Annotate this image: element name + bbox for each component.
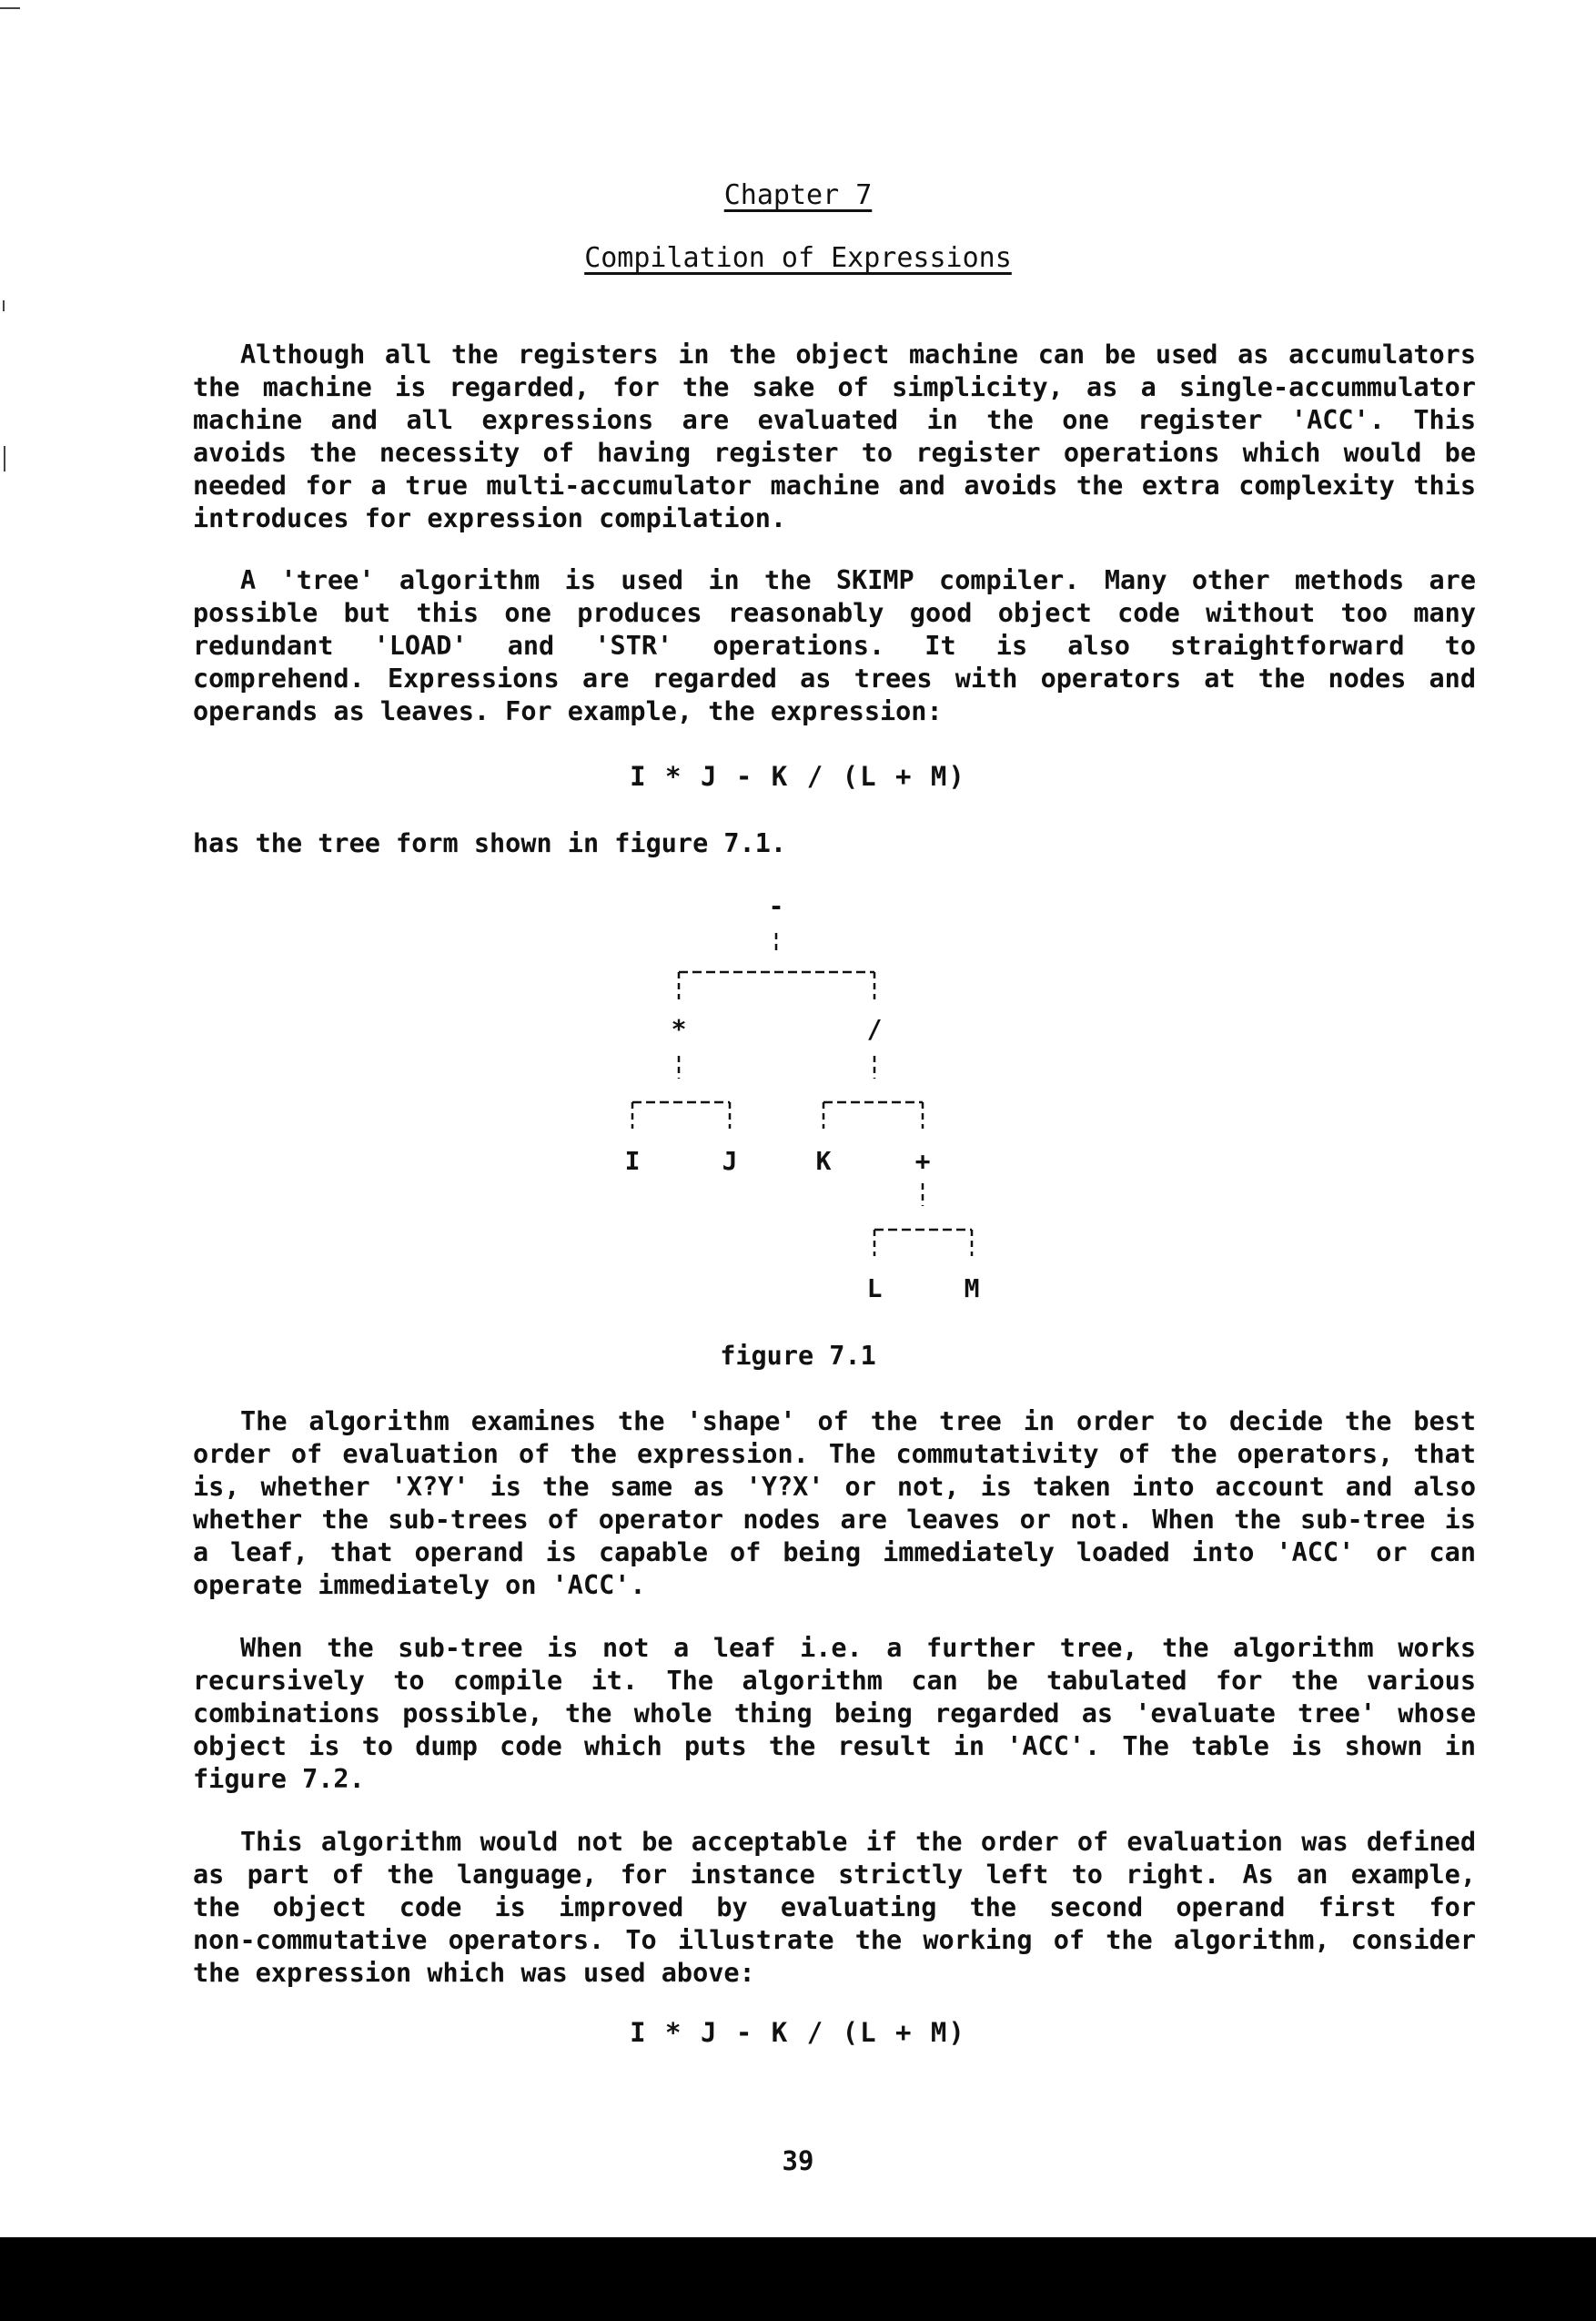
text-line: When the sub-tree is not a leaf i.e. a further tree, the algorithm works: [240, 1633, 1476, 1663]
tree-leaf: I: [624, 1146, 641, 1176]
text-line: recursively to compile it. The algorithm can be tabulated for the various: [193, 1666, 1476, 1696]
text-line: a leaf, that operand is capable of being immediately loaded into 'ACC' or can: [193, 1537, 1476, 1567]
text-line: non-commutative operators. To illustrate the working of the algorithm, consider: [193, 1925, 1476, 1955]
tree-leaf: M: [964, 1273, 980, 1303]
tree-leaf: J: [722, 1146, 738, 1176]
text-line: operands as leaves. For example, the expression:: [193, 696, 943, 726]
text-line: comprehend. Expressions are regarded as trees with operators at the nodes and: [193, 664, 1476, 694]
text-line: needed for a true multi-accumulator machine and avoids the extra complexity this: [193, 471, 1476, 501]
scan-bottom-bar: [0, 2237, 1596, 2321]
text-line: the object code is improved by evaluating the second operand first for: [193, 1892, 1476, 1922]
chapter-title: Compilation of Expressions: [584, 242, 1012, 274]
text-line: the expression which was used above:: [193, 1958, 755, 1988]
text-line: machine and all expressions are evaluated in the one register 'ACC'. This: [193, 405, 1476, 435]
tree-lines: [632, 933, 972, 1256]
tree-intro: has the tree form shown in figure 7.1.: [193, 828, 787, 858]
scan-mark: [0, 7, 20, 9]
tree-leaf: L: [866, 1273, 883, 1303]
tree-left-op-node: *: [671, 1014, 687, 1044]
text-line: order of evaluation of the expression. The commutativity of the operators, that: [193, 1439, 1476, 1469]
paragraph-2: [193, 564, 1476, 728]
page-number: 39: [782, 2145, 814, 2176]
text-line: combinations possible, the whole thing being regarded as 'evaluate tree' whose: [193, 1698, 1476, 1728]
text-line: avoids the necessity of having register to register operations which would be: [193, 438, 1476, 468]
text-line: A 'tree' algorithm is used in the SKIMP compiler. Many other methods are: [240, 565, 1476, 595]
paragraph-5: [193, 1826, 1476, 1990]
chapter-heading: Chapter 7: [723, 179, 873, 211]
text-line: is, whether 'X?Y' is the same as 'Y?X' or not, is taken into account and also: [193, 1472, 1476, 1502]
tree-inner-op-node: +: [914, 1146, 931, 1176]
tree-leaf: K: [815, 1146, 832, 1176]
expression-tree-figure: [601, 887, 1001, 1315]
text-line: as part of the language, for instance strictly left to right. As an example,: [193, 1860, 1476, 1890]
text-line: possible but this one produces reasonably good object code without too many: [193, 598, 1476, 628]
text-line: whether the sub-trees of operator nodes are leaves or not. When the sub-tree is: [193, 1505, 1476, 1535]
text-line: figure 7.2.: [193, 1764, 365, 1794]
expression-2: I * J - K / (L + M): [630, 2017, 966, 2048]
text-line: The algorithm examines the 'shape' of the tree in order to decide the best: [240, 1406, 1476, 1436]
figure-caption: figure 7.1: [720, 1341, 876, 1371]
text-line: the machine is regarded, for the sake of simplicity, as a single-accummulator: [193, 372, 1476, 402]
text-line: operate immediately on 'ACC'.: [193, 1570, 646, 1600]
scan-mark: [4, 446, 5, 471]
text-line: introduces for expression compilation.: [193, 503, 787, 533]
expression-1: I * J - K / (L + M): [630, 761, 966, 792]
text-line: object is to dump code which puts the result in 'ACC'. The table is shown in: [193, 1731, 1476, 1761]
scan-mark: [3, 300, 5, 311]
text-line: Although all the registers in the object machine can be used as accumulators: [240, 340, 1476, 370]
paragraph-3: [193, 1405, 1476, 1602]
text-line: redundant 'LOAD' and 'STR' operations. It is also straightforward to: [193, 631, 1476, 661]
paragraph-1: [193, 339, 1476, 535]
paragraph-4: [193, 1632, 1476, 1796]
tree-root-node: -: [768, 891, 784, 921]
tree-right-op-node: /: [866, 1014, 883, 1044]
text-line: This algorithm would not be acceptable if the order of evaluation was defined: [240, 1827, 1476, 1857]
